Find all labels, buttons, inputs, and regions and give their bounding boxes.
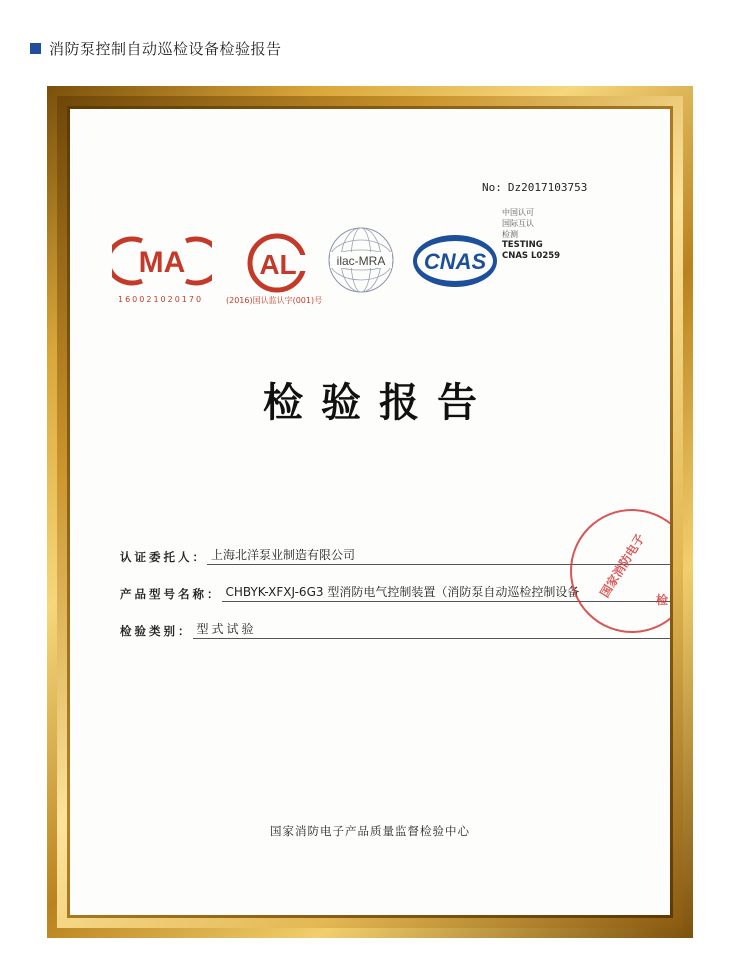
svg-text:AL: AL: [259, 249, 297, 280]
header-bullet-icon: [30, 43, 41, 54]
field-test-type-label: 检验类别: [120, 624, 178, 638]
seal-text-2: 检: [656, 593, 669, 607]
cnas-logo-icon: [410, 233, 500, 289]
certificate-paper: [70, 109, 670, 915]
field-product-value: CHBYK-XFXJ-6G3 型消防电气控制装置（消防泵自动巡检控制设备: [222, 583, 671, 602]
cnas-side-text: 中国认可 国际互认 检测 TESTING CNAS L0259: [502, 208, 561, 261]
field-test-type-value: 型式试验: [193, 620, 671, 639]
svg-text:ilac-MRA: ilac-MRA: [336, 254, 386, 268]
ilac-mra-logo: [326, 225, 396, 295]
report-number-value: Dz2017103753: [507, 181, 588, 194]
field-client: 认证委托人 ： 上海北洋泵业制造有限公司: [120, 546, 670, 565]
cma-logo: [112, 235, 212, 305]
report-number-label: No:: [482, 181, 502, 194]
issuer-name: 国家消防电子产品质量监督检验中心: [270, 824, 470, 838]
cnas-logo: [410, 233, 500, 289]
page-header: [30, 38, 282, 58]
field-product: 产品型号名称 ： CHBYK-XFXJ-6G3 型消防电气控制装置（消防泵自动巡检控制设备: [120, 583, 670, 602]
official-seal: [570, 509, 670, 633]
cal-code: (2016)国认监认字(001)号: [226, 296, 323, 305]
field-test-type: 检验类别 ： 型式试验: [120, 620, 670, 639]
field-client-label: 认证委托人: [120, 550, 193, 564]
ilac-globe-icon: [326, 225, 396, 295]
gold-frame: [47, 86, 693, 938]
svg-text:CNAS: CNAS: [423, 249, 487, 274]
svg-text:MA: MA: [138, 246, 186, 279]
cma-code: 160021020170: [118, 295, 204, 304]
report-number: [482, 181, 587, 194]
page-title: 消防泵控制自动巡检设备检验报告: [49, 39, 282, 58]
seal-text: 国家消防电子: [597, 531, 648, 601]
cma-logo-icon: [112, 235, 212, 287]
cal-logo-icon: [242, 233, 312, 293]
report-title: 检验报告: [263, 379, 495, 426]
field-product-label: 产品型号名称: [120, 587, 207, 601]
cal-logo: [226, 233, 326, 305]
field-client-value: 上海北洋泵业制造有限公司: [207, 546, 670, 565]
